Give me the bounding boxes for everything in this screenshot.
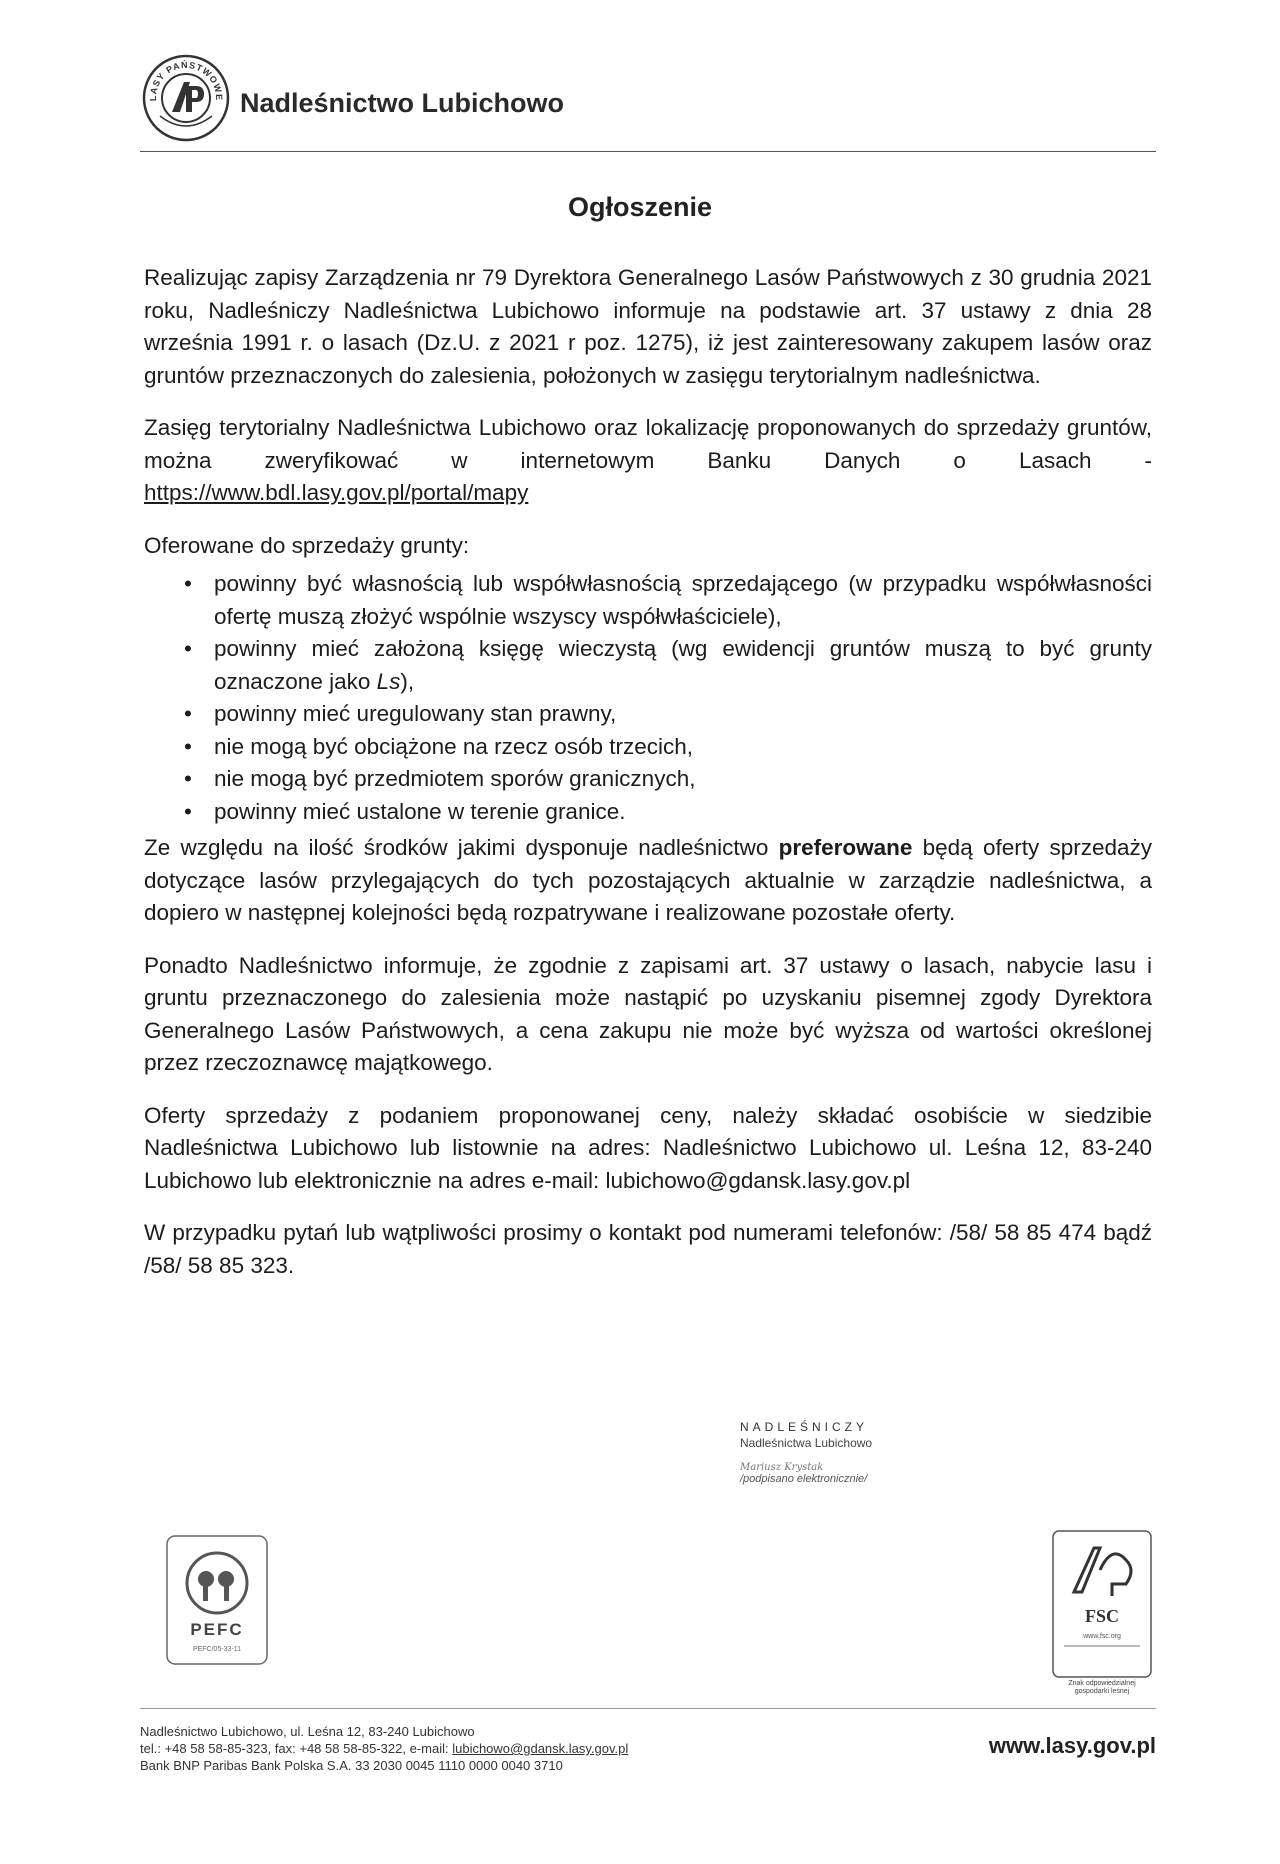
preferred-emphasis: preferowane	[778, 835, 913, 860]
bullet-icon: •	[184, 571, 192, 596]
paragraph-6: Oferty sprzedaży z podaniem proponowanej ceny, należy składać osobiście w siedzibie Nadleśnictwa Lubichowo lub listownie na adres: Nadleśnictwo Lubichowo ul. Leśna 12, 83-240 Lubichowo lub elektronicznie na adres e-mail: lubichowo@gdansk.lasy.gov.pl	[144, 1102, 1152, 1193]
footer-bank-account: Bank BNP Paribas Bank Polska S.A. 33 2030 0045 1110 0000 0040 3710	[140, 1758, 563, 1773]
list-item: • powinny mieć ustalone w terenie granice.	[184, 796, 1152, 829]
fsc-site: www.fsc.org	[1083, 1633, 1121, 1640]
footer-address: Nadleśnictwo Lubichowo, ul. Leśna 12, 83-240 Lubichowo	[140, 1724, 475, 1739]
bdl-map-link[interactable]: https://www.bdl.lasy.gov.pl/portal/mapy	[144, 480, 529, 505]
fsc-label: FSC	[1084, 1606, 1120, 1626]
bullet-icon: •	[184, 766, 192, 791]
signature-title: NADLEŚNICZY	[740, 1420, 869, 1434]
paragraph-1: Realizując zapisy Zarządzenia nr 79 Dyrektora Generalnego Lasów Państwowych z 30 grudnia 2021 roku, Nadleśniczy Nadleśnictwa Lubichowo informuje na podstawie art. 37 ustawy z dnia 28 września 1991 r. o lasach (Dz.U. z 2021 r poz. 1275), iż jest zainteresowany zakupem lasów oraz gruntów przeznaczonych do zalesienia, położonych w zasięgu terytorialnym nadleśnictwa.	[144, 265, 1152, 388]
pefc-code: PEFC/05-33-11	[192, 1646, 242, 1653]
footer-email-link[interactable]: lubichowo@gdansk.lasy.gov.pl	[452, 1741, 629, 1756]
footer-contact	[140, 1723, 628, 1774]
footer-phone-line: tel.: +48 58 58-85-323, fax: +48 58 58-85-322, e-mail: lubichowo@gdansk.lasy.gov.pl	[140, 1741, 629, 1756]
list-item: • powinny mieć uregulowany stan prawny,	[184, 698, 1152, 731]
document-title: Ogłoszenie	[567, 192, 713, 222]
paragraph-2	[144, 412, 1152, 510]
bullet-icon: •	[184, 733, 192, 759]
signature-name: Mariusz Krystak	[740, 1462, 824, 1473]
signature-note: /podpisano elektronicznie/	[740, 1473, 868, 1485]
logo-lettering: LASY PAŃSTWOWE	[147, 59, 225, 102]
bullet-icon: •	[184, 636, 192, 661]
paragraph-7: W przypadku pytań lub wątpliwości prosimy o kontakt pod numerami telefonów: /58/ 58 85 474 bądź /58/ 58 85 323.	[144, 1220, 1152, 1278]
fsc-note: Znak odpowiedzialnej gospodarki leśnej	[1068, 1680, 1136, 1695]
letterhead	[140, 52, 1156, 152]
signature-block	[740, 1420, 960, 1485]
lasy-panstwowe-logo	[140, 52, 232, 144]
footer-website-link[interactable]: www.lasy.gov.pl	[988, 1733, 1156, 1758]
pefc-label: PEFC	[190, 1620, 244, 1639]
paragraph-5: Ponadto Nadleśnictwo informuje, że zgodnie z zapisami art. 37 ustawy o lasach, nabycie lasu i gruntu przeznaczonego do zalesienia może nastąpić po uzyskaniu pisemnej zgody Dyrektora Generalnego Lasów Państwowych, a cena zakupu nie może być wyższa od wartości określonej przez rzeczoznawcę majątkowego.	[144, 952, 1152, 1075]
paragraph-4: Ze względu na ilość środków jakimi dysponuje nadleśnictwo preferowane będą oferty sprzedaży dotyczące lasów przylegających do tych pozostających aktualnie w zarządzie nadleśnictwa, a dopiero w następnej kolejności będą rozpatrywane i realizowane pozostałe oferty.	[144, 835, 1152, 925]
list-item: • powinny być własnością lub współwłasnością sprzedającego (w przypadku współwłasności ofertę muszą złożyć wspólnie wszyscy współwłaściciele),	[184, 568, 1152, 633]
paragraph-3-intro: Oferowane do sprzedaży grunty:	[144, 532, 470, 558]
bullet-icon: •	[184, 701, 192, 726]
land-type-code: Ls	[376, 668, 401, 694]
document-body	[144, 262, 1152, 1302]
requirements-list	[144, 568, 1152, 828]
header-divider	[140, 151, 1156, 152]
fsc-certification-logo	[1052, 1530, 1152, 1678]
pefc-certification-logo	[166, 1535, 268, 1665]
signature-org: Nadleśnictwa Lubichowo	[740, 1436, 873, 1450]
bullet-icon: •	[184, 798, 192, 824]
brand-name: Nadleśnictwo Lubichowo	[240, 88, 565, 118]
list-item: • powinny mieć założoną księgę wieczystą (wg ewidencji gruntów muszą to być grunty oznaczone jako Ls),	[184, 633, 1152, 698]
list-item: • nie mogą być przedmiotem sporów granicznych,	[184, 763, 1152, 796]
paragraph-2-text: Zasięg terytorialny Nadleśnictwa Lubichowo oraz lokalizację proponowanych do sprzedaży gruntów, można zweryfikować w internetowym Banku Danych o Lasach -	[144, 415, 1152, 473]
footer	[140, 1708, 1156, 1779]
list-item: • nie mogą być obciążone na rzecz osób trzecich,	[184, 731, 1152, 764]
